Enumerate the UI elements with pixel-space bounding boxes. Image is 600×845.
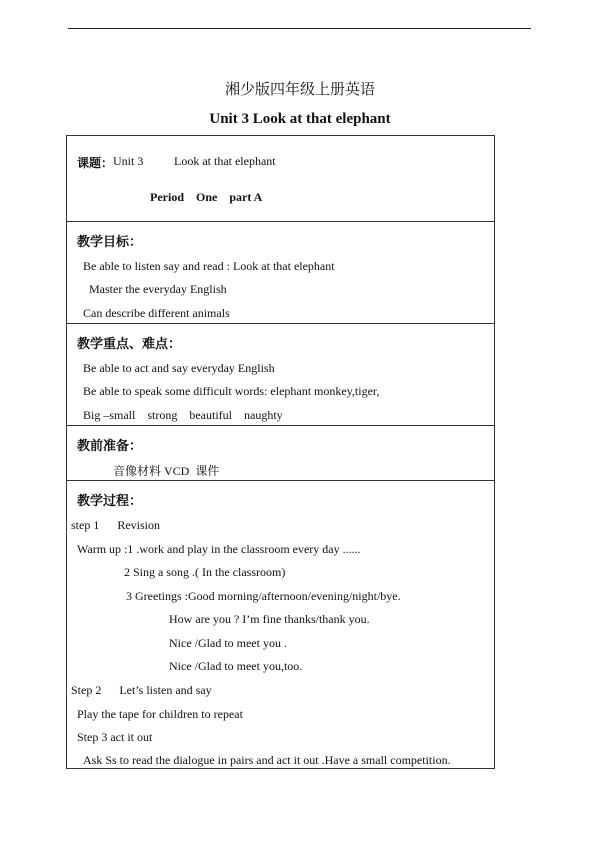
process-line: Ask Ss to read the dialogue in pairs and act it out .Have a small competition. — [83, 753, 451, 767]
row-divider — [67, 425, 494, 426]
row-divider — [67, 480, 494, 481]
objective-item: Can describe different animals — [83, 306, 230, 320]
unit-title: Unit 3 Look at that elephant — [209, 111, 391, 127]
process-line: 3 Greetings :Good morning/afternoon/evening/night/bye. — [126, 589, 401, 603]
document-title: 湘少版四年级上册英语 — [224, 82, 375, 98]
key-point-item: Big –small strong beautiful naughty — [83, 408, 283, 422]
topic-unit: Unit 3 — [113, 154, 144, 168]
process-line: Nice /Glad to meet you,too. — [169, 659, 303, 673]
objective-item: Be able to listen say and read : Look at that elephant — [83, 259, 335, 273]
objective-item: Master the everyday English — [89, 282, 227, 296]
topic-lesson: Look at that elephant — [174, 154, 276, 168]
objectives-heading: 教学目标： — [77, 234, 143, 249]
process-line: Play the tape for children to repeat — [77, 707, 243, 721]
process-line: Step 2 Let’s listen and say — [71, 683, 212, 697]
process-line: How are you ? I’m fine thanks/thank you. — [169, 612, 370, 626]
topic-period: Period One part A — [150, 190, 263, 204]
topic-label: 课题： — [77, 156, 114, 170]
key-point-item: Be able to speak some difficult words: elephant monkey,tiger, — [83, 384, 380, 398]
key-point-item: Be able to act and say everyday English — [83, 361, 275, 375]
row-divider — [67, 323, 494, 324]
process-line: Warm up :1 .work and play in the classroom every day ...... — [77, 542, 361, 556]
process-line: Step 3 act it out — [77, 730, 153, 744]
lesson-plan-table — [66, 135, 495, 769]
preparation-content: 音像材料 VCD 课件 — [113, 464, 220, 478]
key-points-heading: 教学重点、难点： — [77, 336, 182, 351]
process-line: step 1 Revision — [71, 518, 160, 532]
process-line: Nice /Glad to meet you . — [169, 636, 287, 650]
process-heading: 教学过程： — [77, 493, 143, 508]
process-line: 2 Sing a song .( In the classroom) — [124, 565, 286, 579]
preparation-heading: 教前准备： — [77, 438, 143, 453]
row-divider — [67, 221, 494, 222]
top-rule — [68, 28, 531, 29]
